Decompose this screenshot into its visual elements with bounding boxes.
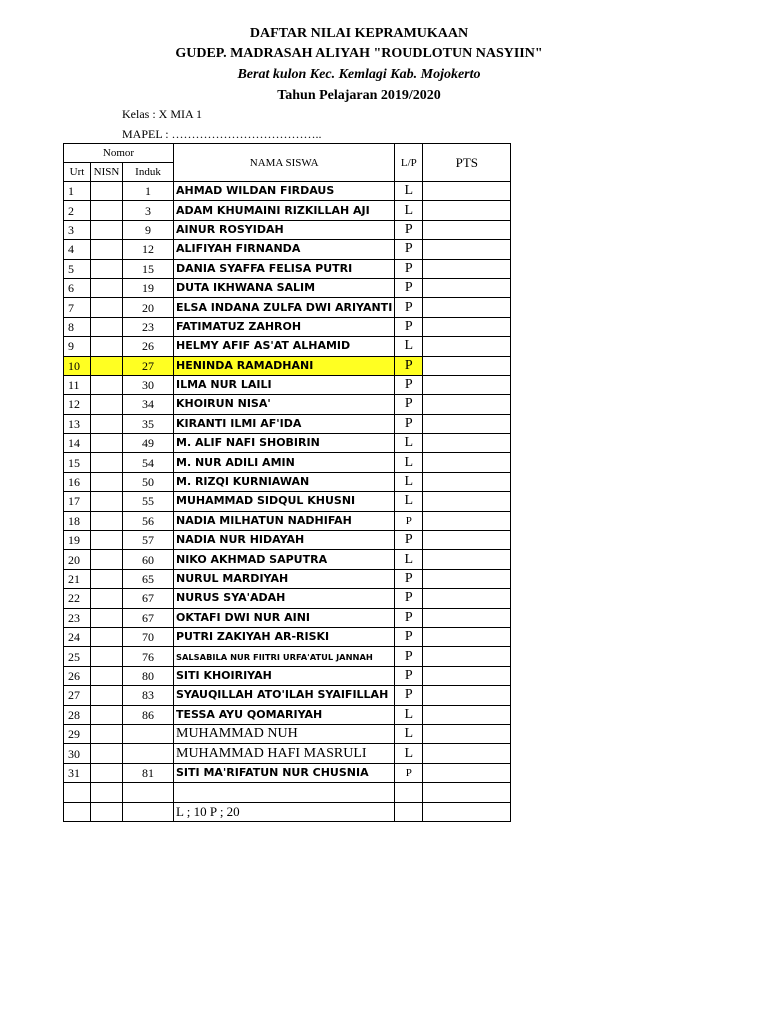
nama-cell: TESSA AYU QOMARIYAH	[174, 705, 395, 724]
pts-cell	[423, 608, 511, 627]
induk-cell: 65	[123, 569, 174, 588]
nama-cell: FATIMATUZ ZAHROH	[174, 317, 395, 336]
induk-cell: 30	[123, 375, 174, 394]
urt-cell: 9	[64, 337, 91, 356]
pts-cell	[423, 278, 511, 297]
nisn-cell	[91, 511, 123, 530]
nisn-cell	[91, 220, 123, 239]
table-row	[64, 375, 511, 394]
nisn-cell	[91, 686, 123, 705]
nama-cell: NIKO AKHMAD SAPUTRA	[174, 550, 395, 569]
induk-cell	[123, 724, 174, 743]
urt-cell: 14	[64, 434, 91, 453]
induk-cell: 23	[123, 317, 174, 336]
pts-cell	[423, 201, 511, 220]
nisn-cell	[91, 395, 123, 414]
lp-cell: P	[395, 569, 423, 588]
induk-cell: 12	[123, 240, 174, 259]
table-row	[64, 783, 511, 802]
nama-cell: AHMAD WILDAN FIRDAUS	[174, 182, 395, 201]
nisn-header: NISN	[91, 163, 123, 182]
table-row	[64, 337, 511, 356]
nisn-cell	[91, 550, 123, 569]
pts-cell	[423, 298, 511, 317]
lp-cell: P	[395, 356, 423, 375]
urt-cell: 10	[64, 356, 91, 375]
table-row	[64, 414, 511, 433]
nama-cell: PUTRI ZAKIYAH AR-RISKI	[174, 627, 395, 646]
induk-header: Induk	[123, 163, 174, 182]
nama-cell: MUHAMMAD SIDQUL KHUSNI	[174, 492, 395, 511]
table-row	[64, 317, 511, 336]
nisn-cell	[91, 201, 123, 220]
urt-cell	[64, 783, 91, 802]
lp-cell: P	[395, 531, 423, 550]
induk-cell: 81	[123, 763, 174, 782]
induk-cell: 60	[123, 550, 174, 569]
table-row	[64, 395, 511, 414]
nisn-cell	[91, 744, 123, 763]
nisn-cell	[91, 589, 123, 608]
pts-cell	[423, 492, 511, 511]
urt-cell: 2	[64, 201, 91, 220]
nama-cell: NURUL MARDIYAH	[174, 569, 395, 588]
nisn-cell	[91, 375, 123, 394]
nama-cell: NADIA NUR HIDAYAH	[174, 531, 395, 550]
pts-cell	[423, 705, 511, 724]
nama-cell: NADIA MILHATUN NADHIFAH	[174, 511, 395, 530]
nama-cell: ELSA INDANA ZULFA DWI ARIYANTI	[174, 298, 395, 317]
table-row	[64, 666, 511, 685]
lp-cell: P	[395, 395, 423, 414]
lp-cell: L	[395, 744, 423, 763]
school-name: GUDEP. MADRASAH ALIYAH "ROUDLOTUN NASYIIN"	[175, 46, 543, 61]
table-row	[64, 647, 511, 666]
induk-cell: 49	[123, 434, 174, 453]
table-row	[64, 472, 511, 491]
lp-cell: P	[395, 240, 423, 259]
nama-cell: SYAUQILLAH ATO'ILAH SYAIFILLAH	[174, 686, 395, 705]
pts-cell	[423, 337, 511, 356]
pts-header: PTS	[423, 144, 511, 182]
table-row	[64, 724, 511, 743]
lp-cell: L	[395, 492, 423, 511]
nama-cell: KHOIRUN NISA'	[174, 395, 395, 414]
table-row	[64, 182, 511, 201]
pts-cell	[423, 220, 511, 239]
pts-cell	[423, 511, 511, 530]
table-row	[64, 550, 511, 569]
nisn-cell	[91, 317, 123, 336]
nisn-cell	[91, 356, 123, 375]
nama-cell: ILMA NUR LAILI	[174, 375, 395, 394]
pts-cell	[423, 802, 511, 821]
urt-cell: 5	[64, 259, 91, 278]
pts-cell	[423, 686, 511, 705]
academic-year: Tahun Pelajaran 2019/2020	[277, 88, 441, 103]
urt-cell: 21	[64, 569, 91, 588]
pts-cell	[423, 259, 511, 278]
induk-cell: 86	[123, 705, 174, 724]
lp-cell: P	[395, 414, 423, 433]
pts-cell	[423, 395, 511, 414]
table-row	[64, 589, 511, 608]
lp-cell: L	[395, 724, 423, 743]
table-row	[64, 686, 511, 705]
urt-cell: 4	[64, 240, 91, 259]
urt-cell: 8	[64, 317, 91, 336]
table-row	[64, 298, 511, 317]
grade-table	[63, 143, 511, 822]
table-row	[64, 705, 511, 724]
pts-cell	[423, 434, 511, 453]
nama-cell: SALSABILA NUR FIITRI URFA'ATUL JANNAH	[174, 647, 395, 666]
lp-cell: L	[395, 201, 423, 220]
pts-cell	[423, 666, 511, 685]
lp-cell: L	[395, 337, 423, 356]
class-label: Kelas : X MIA 1	[122, 107, 202, 121]
header-row-1	[64, 144, 511, 163]
urt-cell	[64, 802, 91, 821]
lp-cell: P	[395, 511, 423, 530]
nisn-cell	[91, 298, 123, 317]
urt-cell: 1	[64, 182, 91, 201]
nisn-cell	[91, 278, 123, 297]
nisn-cell	[91, 724, 123, 743]
table-row	[64, 240, 511, 259]
urt-cell: 11	[64, 375, 91, 394]
nama-cell: HENINDA RAMADHANI	[174, 356, 395, 375]
pts-cell	[423, 589, 511, 608]
urt-cell: 28	[64, 705, 91, 724]
induk-cell: 34	[123, 395, 174, 414]
lp-cell: P	[395, 220, 423, 239]
urt-cell: 23	[64, 608, 91, 627]
table-row	[64, 608, 511, 627]
lp-cell: P	[395, 278, 423, 297]
urt-cell: 29	[64, 724, 91, 743]
lp-cell: L	[395, 550, 423, 569]
nisn-cell	[91, 608, 123, 627]
nama-cell: ADAM KHUMAINI RIZKILLAH AJI	[174, 201, 395, 220]
gender-summary: L ; 10 P ; 20	[174, 802, 395, 821]
induk-cell	[123, 783, 174, 802]
lp-cell: P	[395, 647, 423, 666]
nama-cell: M. ALIF NAFI SHOBIRIN	[174, 434, 395, 453]
nama-cell: SITI KHOIRIYAH	[174, 666, 395, 685]
table-row	[64, 569, 511, 588]
nama-cell: M. NUR ADILI AMIN	[174, 453, 395, 472]
nama-cell: MUHAMMAD NUH	[174, 724, 395, 743]
urt-cell: 18	[64, 511, 91, 530]
pts-cell	[423, 724, 511, 743]
pts-cell	[423, 182, 511, 201]
nisn-cell	[91, 492, 123, 511]
urt-cell: 12	[64, 395, 91, 414]
pts-cell	[423, 414, 511, 433]
induk-cell	[123, 802, 174, 821]
pts-cell	[423, 356, 511, 375]
table-row	[64, 453, 511, 472]
induk-cell: 80	[123, 666, 174, 685]
nisn-cell	[91, 182, 123, 201]
nama-cell: OKTAFI DWI NUR AINI	[174, 608, 395, 627]
table-row	[64, 356, 511, 375]
nisn-cell	[91, 337, 123, 356]
pts-cell	[423, 531, 511, 550]
pts-cell	[423, 240, 511, 259]
lp-cell: P	[395, 666, 423, 685]
table-row	[64, 278, 511, 297]
nama-cell: DANIA SYAFFA FELISA PUTRI	[174, 259, 395, 278]
induk-cell	[123, 744, 174, 763]
lp-cell: P	[395, 317, 423, 336]
lp-cell: P	[395, 375, 423, 394]
urt-cell: 31	[64, 763, 91, 782]
induk-cell: 67	[123, 608, 174, 627]
school-address: Berat kulon Kec. Kemlagi Kab. Mojokerto	[237, 67, 481, 82]
induk-cell: 19	[123, 278, 174, 297]
urt-header: Urt	[64, 163, 91, 182]
lp-cell: L	[395, 472, 423, 491]
urt-cell: 13	[64, 414, 91, 433]
table-row	[64, 744, 511, 763]
summary-row	[64, 802, 511, 821]
nama-cell: NURUS SYA'ADAH	[174, 589, 395, 608]
induk-cell: 20	[123, 298, 174, 317]
table-row	[64, 627, 511, 646]
lp-cell	[395, 783, 423, 802]
urt-cell: 25	[64, 647, 91, 666]
nisn-cell	[91, 647, 123, 666]
urt-cell: 24	[64, 627, 91, 646]
induk-cell: 15	[123, 259, 174, 278]
lp-cell: L	[395, 705, 423, 724]
nisn-cell	[91, 531, 123, 550]
urt-cell: 15	[64, 453, 91, 472]
document-title: DAFTAR NILAI KEPRAMUKAAN	[249, 26, 469, 41]
lp-cell: P	[395, 608, 423, 627]
table-row	[64, 763, 511, 782]
nama-cell: ALIFIYAH FIRNANDA	[174, 240, 395, 259]
lp-header: L/P	[395, 144, 423, 182]
induk-cell: 1	[123, 182, 174, 201]
urt-cell: 30	[64, 744, 91, 763]
urt-cell: 27	[64, 686, 91, 705]
nisn-cell	[91, 627, 123, 646]
table-row	[64, 511, 511, 530]
pts-cell	[423, 647, 511, 666]
urt-cell: 19	[64, 531, 91, 550]
nomor-header: Nomor	[64, 144, 174, 163]
nisn-cell	[91, 705, 123, 724]
induk-cell: 9	[123, 220, 174, 239]
table-row	[64, 201, 511, 220]
pts-cell	[423, 472, 511, 491]
table-row	[64, 531, 511, 550]
pts-cell	[423, 569, 511, 588]
induk-cell: 35	[123, 414, 174, 433]
nisn-cell	[91, 434, 123, 453]
induk-cell: 27	[123, 356, 174, 375]
nisn-cell	[91, 763, 123, 782]
nisn-cell	[91, 453, 123, 472]
nama-cell	[174, 783, 395, 802]
nama-cell: AINUR ROSYIDAH	[174, 220, 395, 239]
urt-cell: 20	[64, 550, 91, 569]
urt-cell: 26	[64, 666, 91, 685]
nama-cell: SITI MA'RIFATUN NUR CHUSNIA	[174, 763, 395, 782]
subject-label: MAPEL : ………………………………..	[122, 127, 322, 141]
urt-cell: 17	[64, 492, 91, 511]
nisn-cell	[91, 259, 123, 278]
induk-cell: 55	[123, 492, 174, 511]
pts-cell	[423, 453, 511, 472]
induk-cell: 56	[123, 511, 174, 530]
lp-cell: P	[395, 627, 423, 646]
pts-cell	[423, 550, 511, 569]
nama-cell: M. RIZQI KURNIAWAN	[174, 472, 395, 491]
nisn-cell	[91, 472, 123, 491]
induk-cell: 54	[123, 453, 174, 472]
nisn-cell	[91, 569, 123, 588]
induk-cell: 70	[123, 627, 174, 646]
pts-cell	[423, 375, 511, 394]
induk-cell: 3	[123, 201, 174, 220]
pts-cell	[423, 783, 511, 802]
nama-cell: MUHAMMAD HAFI MASRULI	[174, 744, 395, 763]
pts-cell	[423, 317, 511, 336]
lp-cell: P	[395, 298, 423, 317]
lp-cell: P	[395, 763, 423, 782]
nisn-cell	[91, 783, 123, 802]
induk-cell: 76	[123, 647, 174, 666]
nama-header: NAMA SISWA	[174, 144, 395, 182]
nisn-cell	[91, 802, 123, 821]
nisn-cell	[91, 666, 123, 685]
urt-cell: 22	[64, 589, 91, 608]
table-row	[64, 259, 511, 278]
induk-cell: 67	[123, 589, 174, 608]
nama-cell: KIRANTI ILMI AF'IDA	[174, 414, 395, 433]
lp-cell: P	[395, 589, 423, 608]
lp-cell: L	[395, 453, 423, 472]
nama-cell: DUTA IKHWANA SALIM	[174, 278, 395, 297]
nisn-cell	[91, 240, 123, 259]
lp-cell: L	[395, 434, 423, 453]
nisn-cell	[91, 414, 123, 433]
urt-cell: 3	[64, 220, 91, 239]
urt-cell: 16	[64, 472, 91, 491]
table-row	[64, 220, 511, 239]
lp-cell	[395, 802, 423, 821]
pts-cell	[423, 763, 511, 782]
pts-cell	[423, 744, 511, 763]
lp-cell: P	[395, 686, 423, 705]
induk-cell: 50	[123, 472, 174, 491]
table-row	[64, 492, 511, 511]
induk-cell: 57	[123, 531, 174, 550]
induk-cell: 83	[123, 686, 174, 705]
pts-cell	[423, 627, 511, 646]
table-row	[64, 434, 511, 453]
lp-cell: L	[395, 182, 423, 201]
urt-cell: 6	[64, 278, 91, 297]
urt-cell: 7	[64, 298, 91, 317]
induk-cell: 26	[123, 337, 174, 356]
lp-cell: P	[395, 259, 423, 278]
nama-cell: HELMY AFIF AS'AT ALHAMID	[174, 337, 395, 356]
